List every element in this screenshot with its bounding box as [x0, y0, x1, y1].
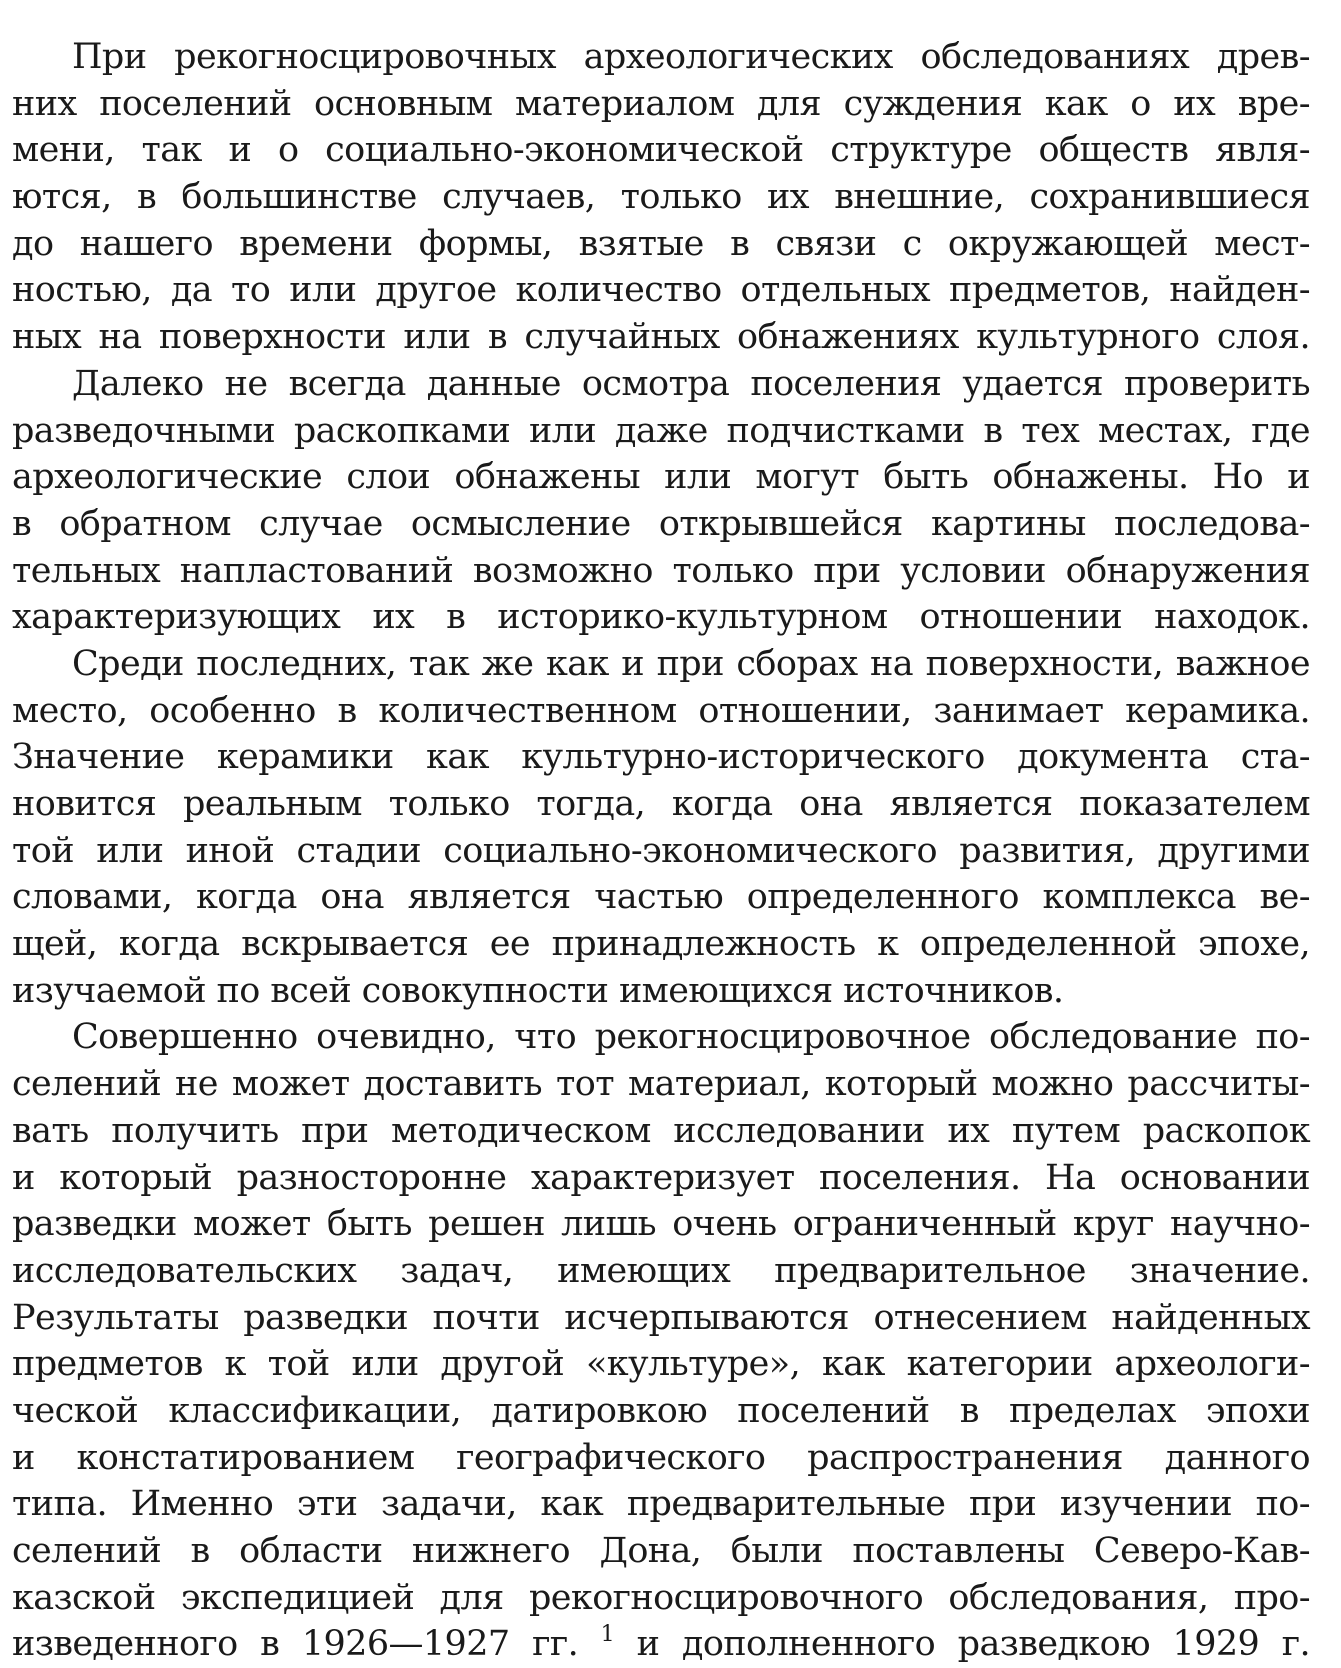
text-line: предметов к той или другой «культуре», как категории археологи- [12, 1344, 1310, 1385]
text-line: Результаты разведки почти исчерпываются отнесением найденных [12, 1297, 1310, 1338]
text-line: ческой классификации, датировкою поселений в пределах эпохи [12, 1390, 1310, 1431]
text-line: селений не может доставить тот материал, который можно рассчиты- [12, 1064, 1310, 1105]
text-line: тельных напластований возможно только при условии обнаружения [12, 550, 1310, 591]
text-line: изучаемой по всей совокупности имеющихся источников. [12, 970, 1064, 1011]
text-line: типа. Именно эти задачи, как предварительные при изучении по- [12, 1484, 1310, 1525]
text-line: ются, в большинстве случаев, только их внешние, сохранившиеся [12, 177, 1310, 218]
text-fragment: и дополненного разведкою 1929 г. [636, 1624, 1311, 1665]
text-line: них поселений основным материалом для суждения как о их вре- [12, 83, 1310, 124]
text-line: разведки может быть решен лишь очень ограниченный круг научно- [12, 1204, 1310, 1245]
text-line: разведочными раскопками или даже подчистками в тех местах, где [12, 410, 1310, 451]
text-line: Совершенно очевидно, что рекогносцировочное обследование по- [72, 1017, 1310, 1058]
text-line: и констатированием географического распространения данного [12, 1437, 1310, 1478]
paragraph-2 [12, 361, 1310, 641]
text-line: исследовательских задач, имеющих предварительное значение. [12, 1250, 1310, 1291]
paragraph-1 [12, 34, 1310, 361]
text-line: место, особенно в количественном отношении, занимает керамика. [12, 690, 1310, 731]
text-line: щей, когда вскрывается ее принадлежность к определенной эпохе, [12, 924, 1310, 965]
footnote-ref[interactable]: 1 [600, 1622, 615, 1648]
text-line: При рекогносцировочных археологических обследованиях древ- [72, 37, 1310, 77]
text-line: до нашего времени формы, взятые в связи с окружающей мест- [12, 223, 1310, 264]
text-line: селений в области нижнего Дона, были поставлены Северо-Кав- [12, 1531, 1310, 1571]
text-line: той или иной стадии социально-экономического развития, другими [12, 830, 1310, 871]
text-line: характеризующих их в историко-культурном отношении находок. [12, 597, 1310, 638]
text-line: археологические слои обнажены или могут быть обнажены. Но и [12, 457, 1310, 498]
text-line: мени, так и о социально-экономической структуре обществ явля- [12, 130, 1310, 171]
text-line: словами, когда она является частью определенного комплекса ве- [12, 877, 1310, 918]
text-line: вать получить при методическом исследовании их путем раскопок [12, 1110, 1310, 1151]
text-line: в обратном случае осмысление открывшейся картины последова- [12, 503, 1310, 544]
text-line: новится реальным только тогда, когда она является показателем [12, 784, 1310, 824]
paragraph-4 [12, 1014, 1310, 1668]
text-fragment: изведенного в 1926—1927 гг. [12, 1624, 579, 1665]
text-line: и который разносторонне характеризует поселения. На основании [12, 1157, 1310, 1198]
text-line: ных на поверхности или в случайных обнажениях культурного слоя. [12, 317, 1310, 358]
text-line: Значение керамики как культурно-исторического документа ста- [12, 737, 1310, 778]
document-page [12, 34, 1310, 1668]
text-line-final [12, 1621, 1310, 1668]
text-line: казской экспедицией для рекогносцировочного обследования, про- [12, 1577, 1310, 1618]
paragraph-3 [12, 641, 1310, 1015]
text-line: ностью, да то или другое количество отдельных предметов, найден- [12, 270, 1310, 311]
text-line: Среди последних, так же как и при сборах на поверхности, важное [72, 643, 1310, 684]
text-line: Далеко не всегда данные осмотра поселения удается проверить [72, 363, 1310, 404]
